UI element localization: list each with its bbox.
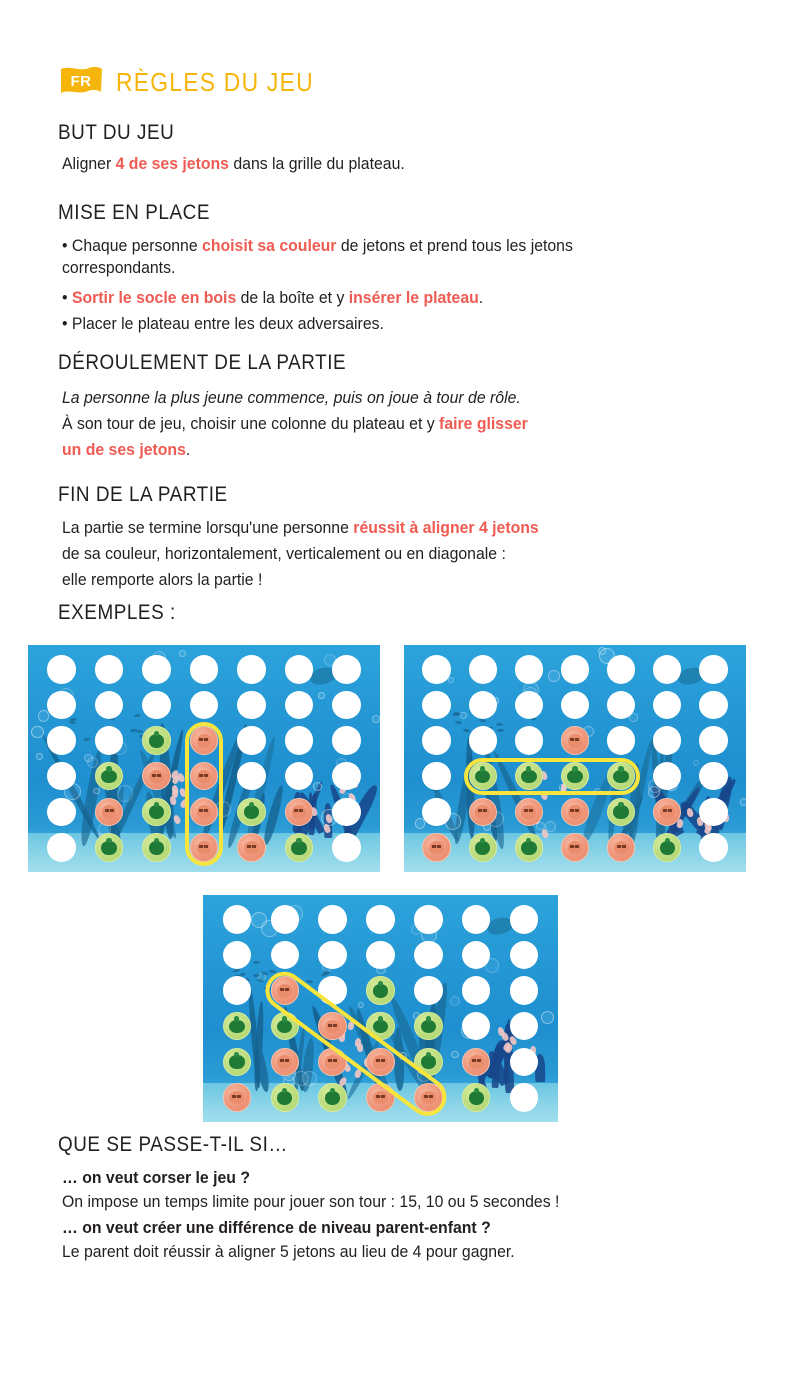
- board-hole: [699, 655, 727, 683]
- board-hole: [414, 905, 442, 933]
- bubble-icon: [117, 785, 133, 801]
- bubble-icon: [740, 798, 746, 805]
- token-green: [366, 976, 394, 1004]
- board-hole: [515, 726, 543, 754]
- board-hole: [332, 798, 360, 826]
- der-l2-highlight: faire glisser: [439, 414, 528, 433]
- board-hole: [699, 726, 727, 754]
- bubble-icon: [415, 818, 425, 828]
- deroulement-line-3: [62, 440, 190, 460]
- board-hole: [332, 691, 360, 719]
- bubble-icon: [545, 821, 556, 832]
- token-green: [318, 1083, 346, 1111]
- token-orange: [561, 833, 589, 861]
- board-hole: [47, 691, 75, 719]
- fin-line-3: elle remporte alors la partie !: [62, 570, 263, 589]
- board-hole: [699, 762, 727, 790]
- board-hole: [607, 655, 635, 683]
- board-hole: [237, 762, 265, 790]
- bubble-icon: [302, 1071, 317, 1086]
- fin-line-1: [62, 518, 539, 538]
- mise-bullet-2: [62, 288, 483, 308]
- bubble-icon: [598, 647, 606, 655]
- mise-bullet-1: [62, 236, 573, 256]
- board-hole: [515, 655, 543, 683]
- board-hole: [142, 691, 170, 719]
- token-orange: [142, 762, 170, 790]
- board-hole: [699, 833, 727, 861]
- board-hole: [95, 726, 123, 754]
- fin-l1-a: La partie se termine lorsqu'une personne: [62, 518, 354, 537]
- heading-mise-en-place: MISE EN PLACE: [58, 201, 210, 224]
- board-hole: [271, 905, 299, 933]
- board-hole: [607, 726, 635, 754]
- der-l2-a: À son tour de jeu, choisir une colonne du plateau et y: [62, 414, 440, 433]
- board-hole: [469, 726, 497, 754]
- winning-line-highlight: [464, 758, 640, 796]
- fr-flag-badge: [58, 64, 104, 100]
- bubble-icon: [31, 726, 44, 739]
- heading-que-se-passe-t-il: QUE SE PASSE-T-IL SI…: [58, 1133, 288, 1156]
- board-hole: [366, 905, 394, 933]
- board-hole: [271, 941, 299, 969]
- mise-b2-highlight-1: Sortir le socle en bois: [71, 288, 237, 307]
- page-title: RÈGLES DU JEU: [116, 66, 314, 97]
- board-hole: [414, 941, 442, 969]
- example-board-diagonal: [203, 895, 558, 1122]
- der-l3-highlight: un de ses jetons: [62, 440, 186, 459]
- que-answer-1: On impose un temps limite pour jouer son tour : 15, 10 ou 5 secondes !: [62, 1192, 560, 1211]
- token-orange: [223, 1083, 251, 1111]
- token-green: [142, 833, 170, 861]
- winning-line-highlight: [185, 722, 223, 866]
- que-question-2: … on veut créer une différence de niveau parent-enfant ?: [62, 1218, 491, 1237]
- board-hole: [318, 941, 346, 969]
- board-hole: [699, 691, 727, 719]
- token-green: [469, 833, 497, 861]
- token-orange: [607, 833, 635, 861]
- heading-deroulement: DÉROULEMENT DE LA PARTIE: [58, 351, 347, 374]
- flag-code-label: FR: [70, 72, 92, 90]
- mise-b1-highlight: choisit sa couleur: [202, 236, 337, 255]
- board-hole: [699, 798, 727, 826]
- heading-exemples: EXEMPLES :: [58, 601, 176, 624]
- mise-b2-b: de la boîte et y: [236, 288, 349, 307]
- but-text-a: Aligner: [62, 154, 116, 173]
- board-hole: [332, 655, 360, 683]
- token-orange: [237, 833, 265, 861]
- page-header: [58, 64, 341, 100]
- fin-l1-highlight: réussit à aligner 4 jetons: [353, 518, 539, 537]
- token-green: [142, 798, 170, 826]
- token-orange: [422, 833, 450, 861]
- mise-bullet-1-cont: correspondants.: [62, 258, 176, 277]
- token-orange: [271, 1048, 299, 1076]
- board-hole: [318, 905, 346, 933]
- board-hole: [414, 976, 442, 1004]
- board-hole: [223, 976, 251, 1004]
- but-text-b: dans la grille du plateau.: [228, 154, 405, 173]
- token-green: [414, 1012, 442, 1040]
- board-hole: [561, 655, 589, 683]
- token-orange: [561, 798, 589, 826]
- board-hole: [47, 762, 75, 790]
- board-hole: [332, 726, 360, 754]
- que-answer-2: Le parent doit réussir à aligner 5 jetons au lieu de 4 pour gagner.: [62, 1242, 515, 1261]
- token-green: [142, 726, 170, 754]
- board-hole: [285, 655, 313, 683]
- board-hole: [285, 726, 313, 754]
- fish-icon: [323, 971, 330, 974]
- board-hole: [469, 655, 497, 683]
- mise-b2-c: .: [478, 288, 484, 307]
- token-green: [285, 833, 313, 861]
- bubble-icon: [36, 753, 43, 760]
- board-hole: [422, 691, 450, 719]
- token-orange: [95, 798, 123, 826]
- board-hole: [47, 655, 75, 683]
- board-hole: [47, 833, 75, 861]
- token-green: [653, 833, 681, 861]
- bubble-icon: [358, 1002, 364, 1008]
- board-hole: [422, 655, 450, 683]
- token-orange: [469, 798, 497, 826]
- but-line-1: [62, 154, 405, 174]
- der-l3-b: .: [185, 440, 191, 459]
- board-hole: [223, 905, 251, 933]
- token-green: [515, 833, 543, 861]
- board-hole: [237, 691, 265, 719]
- token-green: [237, 798, 265, 826]
- token-green: [462, 1083, 490, 1111]
- token-orange: [285, 798, 313, 826]
- bubble-icon: [93, 788, 99, 794]
- board-hole: [510, 976, 538, 1004]
- board-hole: [510, 1083, 538, 1111]
- board-hole: [142, 655, 170, 683]
- fin-line-2: de sa couleur, horizontalement, verticalement ou en diagonale :: [62, 544, 506, 563]
- fish-icon: [496, 723, 503, 726]
- board-hole: [422, 726, 450, 754]
- board-hole: [366, 941, 394, 969]
- token-green: [223, 1048, 251, 1076]
- mise-b1-b: de jetons et prend tous les jetons: [336, 236, 573, 255]
- bubble-icon: [541, 1011, 554, 1024]
- but-highlight: 4 de ses jetons: [115, 154, 229, 173]
- mise-b2-a: •: [62, 288, 72, 307]
- deroulement-line-1: La personne la plus jeune commence, puis on joue à tour de rôle.: [62, 388, 521, 407]
- board-hole: [653, 655, 681, 683]
- board-hole: [190, 655, 218, 683]
- board-hole: [422, 798, 450, 826]
- example-board-horizontal: [404, 645, 746, 872]
- board-hole: [462, 905, 490, 933]
- board-hole: [332, 833, 360, 861]
- board-hole: [237, 655, 265, 683]
- mise-b1-a: • Chaque personne: [62, 236, 203, 255]
- board-hole: [47, 726, 75, 754]
- token-orange: [515, 798, 543, 826]
- board-hole: [332, 762, 360, 790]
- heading-fin-de-la-partie: FIN DE LA PARTIE: [58, 483, 228, 506]
- token-green: [271, 1083, 299, 1111]
- board-hole: [95, 655, 123, 683]
- board-hole: [237, 726, 265, 754]
- heading-but-du-jeu: BUT DU JEU: [58, 121, 175, 144]
- deroulement-line-2: [62, 414, 528, 434]
- mise-bullet-3: • Placer le plateau entre les deux adversaires.: [62, 314, 384, 333]
- token-orange: [561, 726, 589, 754]
- example-board-vertical: [28, 645, 380, 872]
- board-hole: [47, 798, 75, 826]
- mise-b2-highlight-2: insérer le plateau: [348, 288, 479, 307]
- que-question-1: … on veut corser le jeu ?: [62, 1168, 251, 1187]
- token-green: [95, 833, 123, 861]
- board-hole: [510, 905, 538, 933]
- bubble-icon: [548, 670, 560, 682]
